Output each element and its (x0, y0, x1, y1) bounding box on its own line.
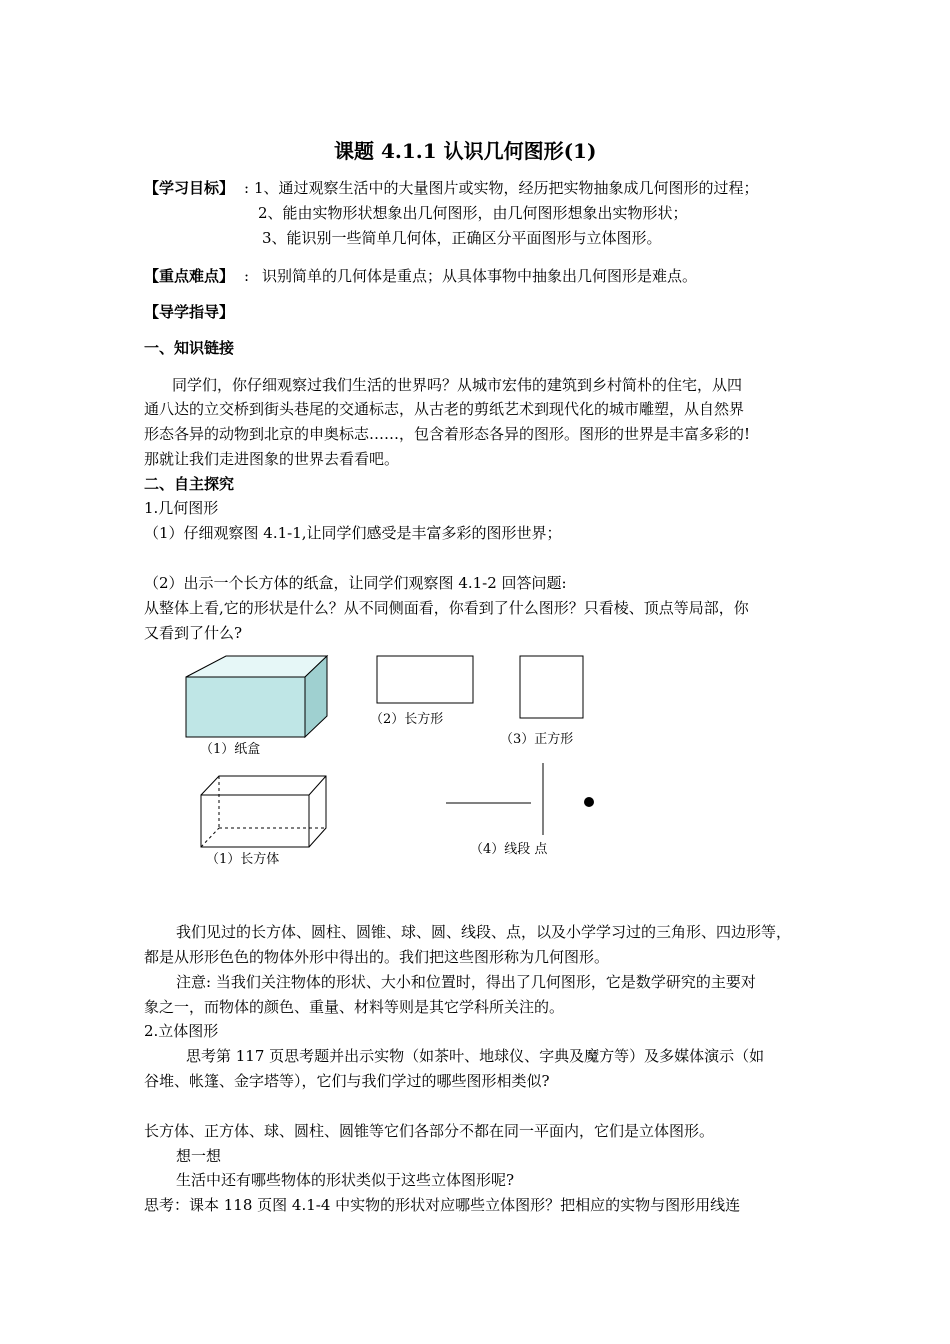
think-line-2: 谷堆、帐篷、金字塔等），它们与我们学过的哪些图形相类似? (144, 1072, 550, 1090)
cuboid-top-edge (309, 776, 326, 795)
question-2-line-1: 从整体上看,它的形状是什么？从不同侧面看，你看到了什么图形？只看棱、顶点等局部，你 (144, 599, 749, 617)
think-line-1: 思考第 117 页思考题并出示实物（如茶叶、地球仪、字典及魔方等）及多媒体演示（如 (186, 1047, 765, 1065)
section1-line-1: 同学们，你仔细观察过我们生活的世界吗？从城市宏伟的建筑到乡村简朴的住宅，从四 (172, 376, 743, 394)
objective-3: 3、能识别一些简单几何体，正确区分平面图形与立体图形。 (262, 229, 662, 247)
page-title: 课题 4.1.1 认识几何图形(1) (334, 139, 597, 163)
caption-segment-point: （4）线段 点 (470, 842, 548, 857)
section2-heading: 二、自主探究 (144, 475, 235, 493)
subsection-solid-figures: 2.立体图形 (144, 1022, 219, 1040)
guide-heading: 【导学指导】 (144, 303, 235, 321)
section1-line-3: 形态各异的动物到北京的申奥标志……，包含着形态各异的图形。图形的世界是丰富多彩的! (144, 425, 751, 443)
para1-line-2: 都是从形形色色的物体外形中得出的。我们把这些图形称为几何图形。 (144, 948, 610, 966)
objective-2: 2、能由实物形状想象出几何图形，由几何图形想象出实物形状； (258, 204, 688, 222)
section1-heading: 一、知识链接 (144, 339, 235, 357)
caption-paper-box: （1）纸盒 (200, 742, 261, 757)
last-line: 思考：课本 118 页图 4.1-4 中实物的形状对应哪些立体图形？把相应的实物与图形用线连 (144, 1196, 741, 1214)
square-shape (520, 656, 583, 718)
question-1: （1）仔细观察图 4.1-1,让同学们感受是丰富多彩的图形世界； (144, 524, 562, 542)
box-top-face (186, 656, 327, 677)
objective-1: 1、通过观察生活中的大量图片或实物，经历把实物抽象成几何图形的过程； (254, 179, 759, 197)
rectangle-shape (377, 656, 473, 703)
subsection-geometric-figures: 1.几何图形 (144, 499, 219, 517)
think2-text: 生活中还有哪些物体的形状类似于这些立体图形呢? (176, 1171, 515, 1189)
solid-definition: 长方体、正方体、球、圆柱、圆锥等它们各部分不都在同一平面内，它们是立体图形。 (144, 1122, 715, 1140)
key-points-label: 【重点难点】 (144, 267, 235, 285)
cuboid-hidden-diagonal (201, 828, 219, 847)
point-dot (584, 797, 594, 807)
cuboid-top-right (201, 776, 326, 847)
caption-rectangle: （2）长方形 (370, 712, 444, 727)
note-line-1: 注意: 当我们关注物体的形状、大小和位置时，得出了几何图形，它是数学研究的主要对 (176, 973, 756, 991)
objectives-label: 【学习目标】 (144, 179, 235, 197)
question-2-line-2: 又看到了什么? (144, 624, 243, 642)
caption-square: （3）正方形 (500, 732, 574, 747)
think2-heading: 想一想 (176, 1147, 222, 1165)
key-points-text: 识别简单的几何体是重点；从具体事物中抽象出几何图形是难点。 (262, 267, 698, 285)
question-2: （2）出示一个长方体的纸盒，让同学们观察图 4.1-2 回答问题: (144, 574, 567, 592)
section1-line-2: 通八达的立交桥到街头巷尾的交通标志，从古老的剪纸艺术到现代化的城市雕塑，从自然界 (144, 400, 745, 418)
objectives-colon: : (244, 179, 250, 197)
paper-box-figure (186, 656, 327, 737)
caption-cuboid: （1）长方体 (206, 852, 280, 867)
box-front-face (186, 677, 305, 737)
key-points-colon: : (244, 267, 250, 285)
para1-line-1: 我们见过的长方体、圆柱、圆锥、球、圆、线段、点，以及小学学习过的三角形、四边形等， (176, 923, 792, 941)
cuboid-wireframe (201, 776, 326, 847)
section1-line-4: 那就让我们走进图象的世界去看看吧。 (144, 450, 400, 468)
cuboid-front (201, 795, 309, 847)
note-line-2: 象之一，而物体的颜色、重量、材料等则是其它学科所关注的。 (144, 998, 565, 1016)
